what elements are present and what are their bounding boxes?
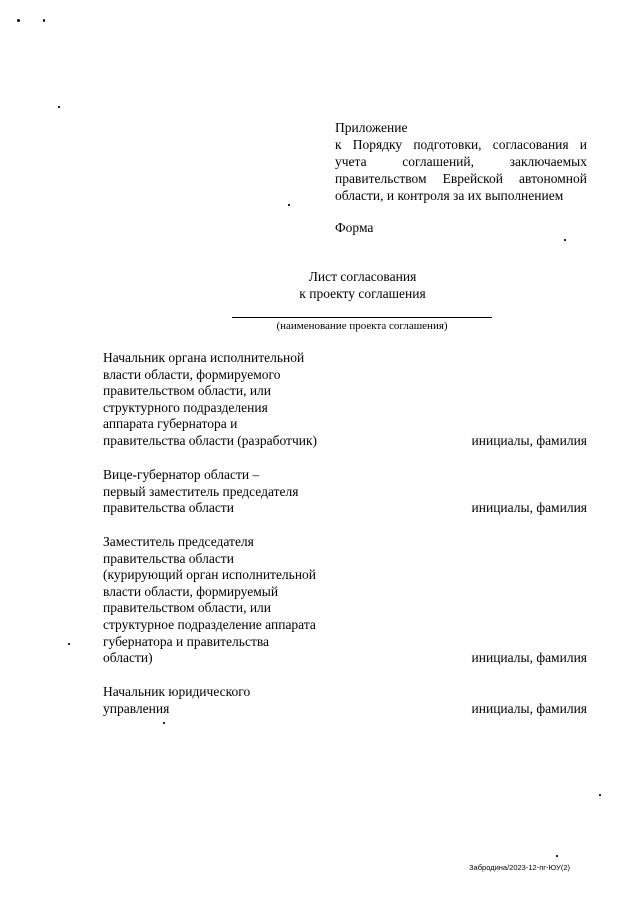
signatory-position	[103, 684, 343, 717]
position-line: структурного подразделения	[103, 399, 268, 415]
signatory-position	[103, 467, 343, 517]
appendix-line: области, и контроля за их выполнением	[335, 188, 564, 203]
title-underline	[232, 317, 492, 318]
signature-row	[103, 684, 587, 717]
footer-reference: Забродина/2023-12-пг-ЮУ(2)	[469, 863, 570, 872]
position-line: структурное подразделение аппарата	[103, 616, 316, 632]
signatory-position	[103, 350, 343, 450]
position-line: Начальник органа исполнительной	[103, 350, 305, 365]
appendix-line: правительством Еврейской автономной	[335, 171, 587, 186]
position-line: Заместитель председателя	[103, 534, 254, 549]
appendix-title: Приложение	[335, 120, 408, 135]
signatory-initials: инициалы, фамилия	[471, 650, 587, 666]
signatory-initials: инициалы, фамилия	[471, 432, 587, 448]
scan-speck	[68, 643, 70, 645]
scan-speck	[17, 19, 20, 22]
position-line: области)	[103, 650, 153, 666]
scan-speck	[163, 722, 165, 724]
position-line: аппарата губернатора и	[103, 416, 238, 432]
position-line: первый заместитель председателя	[103, 483, 299, 499]
scan-speck	[599, 794, 601, 796]
signatory-initials: инициалы, фамилия	[471, 500, 587, 516]
title-line: Лист согласования	[308, 269, 417, 284]
scan-speck	[58, 106, 60, 108]
scan-speck	[556, 855, 558, 857]
appendix-line: учета соглашений, заключаемых	[335, 154, 587, 169]
appendix-header	[335, 119, 587, 204]
signatory-initials: инициалы, фамилия	[471, 700, 587, 716]
position-line: власти области, формируемого	[103, 366, 281, 382]
signature-row	[103, 467, 587, 517]
position-line: (курирующий орган исполнительной	[103, 567, 317, 583]
position-line: Начальник юридического	[103, 684, 251, 699]
document-title	[200, 268, 525, 302]
signature-row	[103, 534, 587, 667]
position-line: правительства области (разработчик)	[103, 432, 318, 448]
signatory-position	[103, 534, 343, 667]
scan-speck	[564, 239, 566, 241]
form-label: Форма	[335, 220, 374, 235]
position-line: власти области, формируемый	[103, 583, 279, 599]
position-line: Вице-губернатор области –	[103, 467, 260, 482]
position-line: губернатора и правительства	[103, 633, 270, 649]
position-line: правительства области	[103, 500, 234, 516]
scan-speck	[43, 19, 45, 22]
scan-speck	[288, 204, 290, 206]
signature-row	[103, 350, 587, 450]
title-caption: (наименование проекта соглашения)	[276, 320, 448, 332]
appendix-line: к Порядку подготовки, согласования и	[335, 137, 587, 152]
position-line: правительством области, или	[103, 383, 271, 399]
position-line: правительством области, или	[103, 600, 271, 616]
position-line: правительства области	[103, 550, 234, 566]
title-line: к проекту соглашения	[299, 286, 426, 301]
position-line: управления	[103, 700, 170, 716]
